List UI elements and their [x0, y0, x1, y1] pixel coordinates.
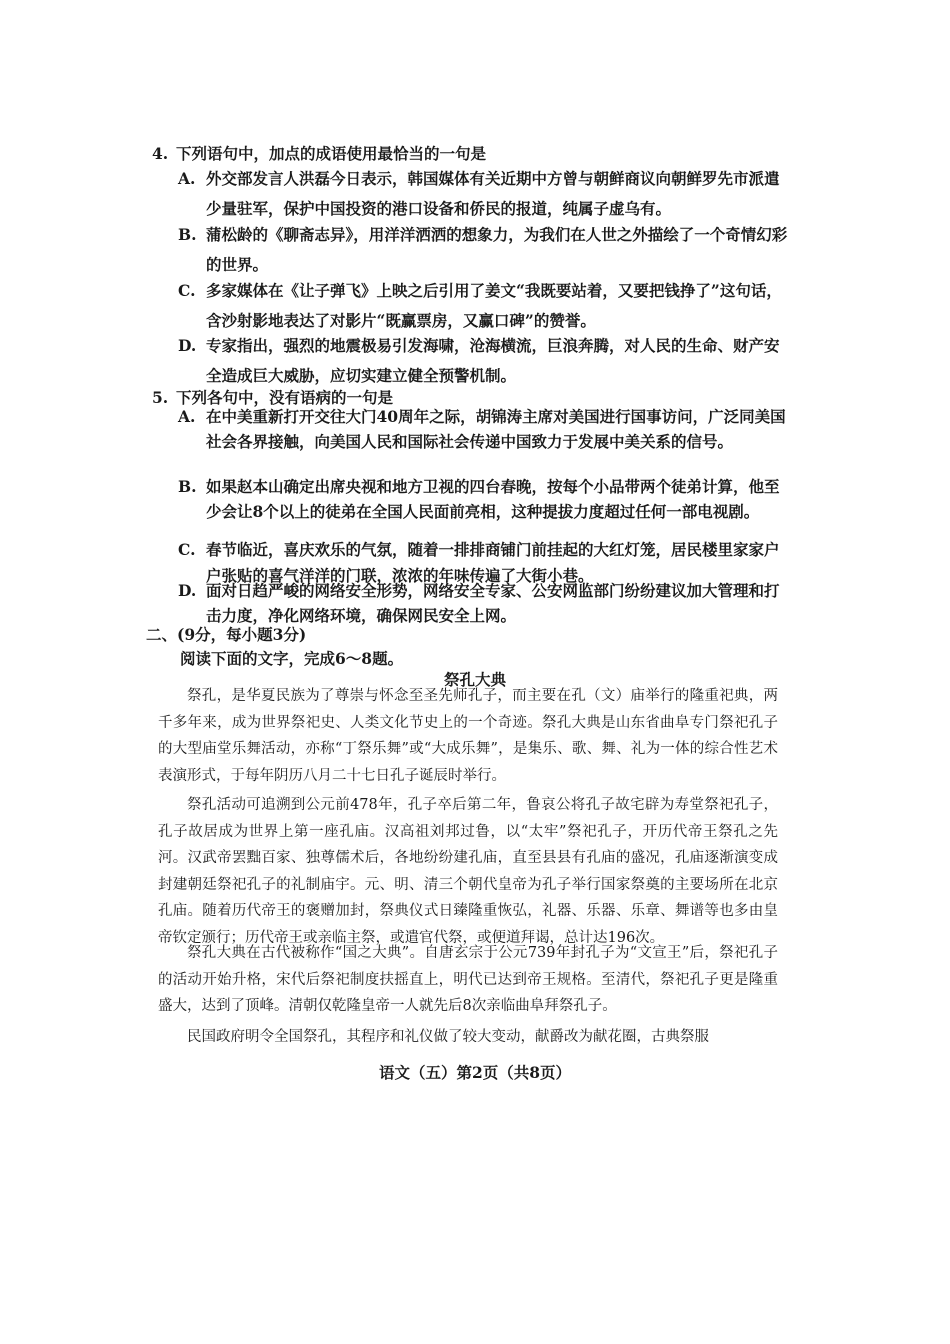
option-text: 外交部发言人洪磊今日表示，韩国媒体有关近期中方曾与朝鲜商议向朝鲜罗先市派遣少量驻军，保护中国投资的港口设备和侨民的报道，纯属子虚乌有。: [206, 169, 780, 218]
passage-title: 祭孔大典: [443, 670, 506, 689]
option-letter: D.: [178, 581, 197, 600]
option-letter: D.: [178, 336, 197, 355]
option-letter: B.: [178, 225, 197, 244]
option-letter: C.: [178, 281, 196, 300]
question-5-option-b: [178, 474, 790, 524]
option-letter: A.: [178, 169, 196, 188]
passage-paragraph-2: 祭孔活动可追溯到公元前478年，孔子卒后第二年，鲁哀公将孔子故宅辟为寿堂祭祀孔子，孔子故居成为世界上第一座孔庙。汉高祖刘邦过鲁，以“太牢”祭祀孔子，开历代帝王祭孔之先河。汉武帝罢黜百家、独尊儒术后，各地纷纷建孔庙，直至县县有孔庙的盛况，孔庙逐渐演变成封建朝廷祭祀孔子的礼制庙宇。元、明、清三个朝代皇帝为孔子举行国家祭奠的主要场所在北京孔庙。随着历代帝王的褒赠加封，祭典仪式日臻隆重恢弘，礼器、乐器、乐章、舞谱等也多由皇帝钦定颁行；历代帝王或亲临主祭，或遣官代祭，或便道拜谒，总计达196次。: [158, 797, 778, 946]
question-4-option-b: [178, 220, 790, 280]
section-heading: 二、(9分，每小题3分): [146, 625, 307, 644]
question-4-option-a: [178, 164, 790, 224]
question-4-option-c: [178, 276, 790, 336]
option-letter: A.: [178, 407, 196, 426]
option-letter: C.: [178, 540, 196, 559]
option-text: 春节临近，喜庆欢乐的气氛，随着一排排商铺门前挂起的大红灯笼，居民楼里家家户户张贴的喜气洋洋的门联，浓浓的年味传遍了大街小巷。: [206, 540, 780, 585]
question-5-option-d: [178, 578, 790, 628]
option-text: 在中美重新打开交往大门40周年之际，胡锦涛主席对美国进行国事访问，广泛同美国社会各界接触，向美国人民和国际社会传递中国致力于发展中美关系的信号。: [206, 407, 786, 451]
option-text: 面对日趋严峻的网络安全形势，网络安全专家、公安网监部门纷纷建议加大管理和打击力度，净化网络环境，确保网民安全上网。: [206, 581, 780, 625]
option-text: 如果赵本山确定出席央视和地方卫视的四台春晚，按每个小品带两个徒弟计算，他至少会让8个以上的徒弟在全国人民面前亮相，这种提拔力度超过任何一部电视剧。: [206, 477, 780, 521]
question-number: 4.: [152, 144, 169, 163]
option-text: 多家媒体在《让子弹飞》上映之后引用了姜文“我既要站着，又要把钱挣了”这句话，含沙射影地表达了对影片“既赢票房，又赢口碑”的赞誉。: [206, 281, 782, 330]
question-text: 下列语句中，加点的成语使用最恰当的一句是: [176, 144, 487, 163]
page-footer: 语文（五）第2页（共8页）: [378, 1063, 572, 1082]
question-5-option-a: [178, 404, 790, 454]
question-text: 下列各句中，没有语病的一句是: [176, 388, 394, 407]
question-4-option-d: [178, 331, 790, 391]
option-text: 专家指出，强烈的地震极易引发海啸，沧海横流，巨浪奔腾，对人民的生命、财产安全造成巨大威胁，应切实建立健全预警机制。: [206, 336, 780, 385]
passage-paragraph-4: 民国政府明令全国祭孔，其程序和礼仪做了较大变动，献爵改为献花圈，古典祭服: [187, 1029, 709, 1045]
passage-paragraph-3: 祭孔大典在古代被称作“国之大典”。自唐玄宗于公元739年封孔子为“文宣王”后，祭祀孔子的活动开始升格，宋代后祭祀制度扶摇直上，明代已达到帝王规格。至清代，祭祀孔子更是隆重盛大，达到了顶峰。清朝仅乾隆皇帝一人就先后8次亲临曲阜拜祭孔子。: [158, 945, 778, 1014]
section-instruction: 阅读下面的文字，完成6～8题。: [180, 649, 404, 668]
option-text: 蒲松龄的《聊斋志异》，用洋洋洒洒的想象力，为我们在人世之外描绘了一个奇情幻彩的世界。: [206, 225, 788, 274]
passage-paragraph-1: 祭孔，是华夏民族为了尊崇与怀念至圣先师孔子，而主要在孔（文）庙举行的隆重祀典，两千多年来，成为世界祭祀史、人类文化节史上的一个奇迹。祭孔大典是山东省曲阜专门祭祀孔子的大型庙堂乐舞活动，亦称“丁祭乐舞”或“大成乐舞”，是集乐、歌、舞、礼为一体的综合性艺术表演形式，于每年阴历八月二十七日孔子诞辰时举行。: [158, 688, 778, 784]
question-number: 5.: [152, 388, 169, 407]
option-letter: B.: [178, 477, 197, 496]
